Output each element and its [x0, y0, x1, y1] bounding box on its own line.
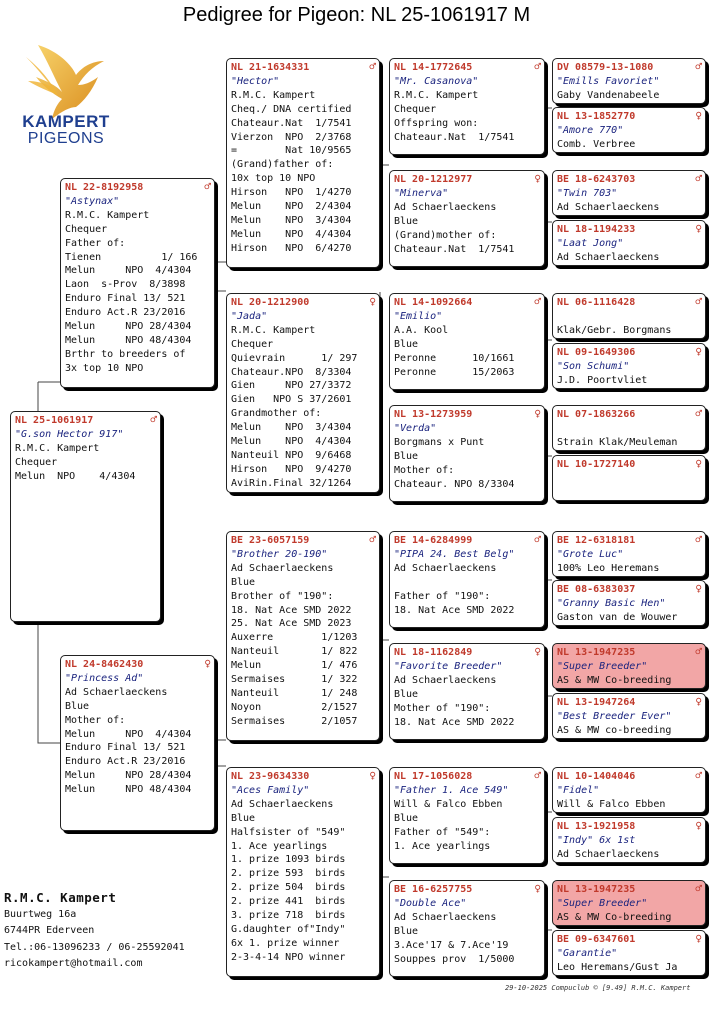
pedigree-card-dam	[60, 655, 215, 831]
pedigree-card-g7	[552, 405, 706, 451]
card-line: Ad Schaerlaeckens	[394, 201, 497, 213]
owner-contact	[4, 890, 185, 973]
pigeon-name: "Indy" 6x 1st	[557, 834, 636, 846]
card-line: Father of "190":	[394, 590, 491, 602]
owner-name: R.M.C. Kampert	[4, 890, 117, 905]
ring-number: NL 22-8192958	[65, 182, 144, 193]
pigeon-name: "Granny Basic Hen"	[557, 597, 666, 609]
card-line: Blue	[394, 450, 419, 462]
pedigree-card-g2	[552, 107, 706, 153]
card-header	[557, 222, 702, 237]
pigeon-name: "Father 1. Ace 549"	[394, 784, 509, 796]
ring-number: NL 10-1404046	[557, 771, 636, 782]
ring-number: NL 18-1194233	[557, 224, 636, 235]
pedigree-card-ggp1	[389, 58, 545, 155]
pedigree-card-g6	[552, 343, 706, 389]
ring-number: NL 20-1212977	[394, 174, 473, 185]
card-line: 18. Nat Ace SMD 2022	[394, 716, 515, 728]
card-line: 1. Ace yearlings	[231, 840, 328, 852]
card-header	[557, 345, 702, 360]
pedigree-card-ggp3	[389, 293, 545, 390]
card-line: Blue	[394, 812, 419, 824]
ring-number: BE 18-6243703	[557, 174, 636, 185]
card-line: Hirson NPO 9/4270	[231, 463, 352, 475]
card-line: Ad Schaerlaeckens	[557, 201, 660, 213]
card-line: Nanteuil 1/ 822	[231, 646, 358, 658]
card-line: Melun NPO 3/4304	[231, 422, 352, 434]
card-header	[65, 180, 211, 195]
card-line: Nanteuil NPO 9/6468	[231, 449, 352, 461]
ring-number: NL 10-1727140	[557, 459, 636, 470]
card-line: AS & MW co-breeding	[557, 724, 672, 736]
card-header	[394, 882, 541, 897]
card-header	[557, 769, 702, 784]
card-line: Melun NPO 4/4304	[65, 265, 192, 277]
card-line: Blue	[394, 688, 419, 700]
card-line: Gaby Vandenabeele	[557, 89, 660, 101]
pedigree-card-g12	[552, 693, 706, 739]
card-line: Melun NPO 48/4304	[65, 784, 192, 796]
female-icon: ♀	[534, 645, 541, 658]
card-line: Gien NPO S 37/2601	[231, 394, 352, 406]
card-line: Will & Falco Ebben	[557, 798, 666, 810]
pigeon-name: "Fidel"	[557, 784, 600, 796]
pedigree-card-subject	[10, 411, 161, 622]
card-line: Strain Klak/Meuleman	[557, 436, 678, 448]
card-line: 1. Ace yearlings	[394, 840, 491, 852]
pigeon-name: "Amore 770"	[557, 124, 624, 136]
ring-number: NL 17-1056028	[394, 771, 473, 782]
pedigree-card-ggp2	[389, 170, 545, 267]
card-line: Comb. Verbree	[557, 138, 636, 150]
card-line: 2-3-4-14 NPO winner	[231, 951, 346, 963]
card-line: Halfsister of "549"	[231, 826, 346, 838]
card-line: 100% Leo Heremans	[557, 562, 660, 574]
female-icon: ♀	[369, 769, 376, 782]
page-title: Pedigree for Pigeon: NL 25-1061917 M	[182, 4, 531, 26]
card-line: Offspring won:	[394, 117, 479, 129]
card-line: Blue	[65, 700, 90, 712]
card-line: Tienen 1/ 166	[65, 251, 198, 263]
pedigree-card-g11	[552, 643, 706, 689]
female-icon: ♀	[695, 932, 702, 945]
card-line: 18. Nat Ace SMD 2022	[394, 604, 515, 616]
card-line: Souppes prov 1/5000	[394, 953, 515, 965]
card-line: Chequer	[231, 338, 274, 350]
card-line: AS & MW Co-breeding	[557, 911, 672, 923]
pigeon-name: "Twin 703"	[557, 187, 618, 199]
card-line: 18. Nat Ace SMD 2022	[231, 604, 352, 616]
ring-number: BE 16-6257755	[394, 884, 473, 895]
card-line: R.M.C. Kampert	[15, 442, 100, 454]
ring-number: NL 06-1116428	[557, 297, 636, 308]
spacer	[557, 422, 702, 436]
card-line: Enduro Final 13/ 521	[65, 293, 186, 305]
card-line: 25. Nat Ace SMD 2023	[231, 618, 352, 630]
card-header	[557, 109, 702, 124]
owner-address-line: 6744PR Ederveen	[4, 925, 95, 936]
pigeon-name: "Aces Family"	[231, 784, 310, 796]
card-line: Peronne 15/2063	[394, 366, 515, 378]
owner-phone: Tel.:06-13096233 / 06-25592041	[4, 941, 185, 953]
ring-number: NL 18-1162849	[394, 647, 473, 658]
female-icon: ♀	[695, 109, 702, 122]
card-line: 3.Ace'17 & 7.Ace'19	[394, 939, 509, 951]
male-icon: ♂	[695, 882, 702, 895]
card-line: 1. prize 1093 birds	[231, 854, 346, 866]
card-line: Leo Heremans/Gust Ja	[557, 961, 678, 973]
card-line: Melun NPO 3/4304	[231, 214, 352, 226]
card-line: 10x top 10 NPO	[231, 173, 316, 185]
card-line: Quievrain 1/ 297	[231, 352, 358, 364]
pedigree-card-g10	[552, 580, 706, 626]
card-line: AviRin.Final 32/1264	[231, 477, 352, 489]
card-line: Grandmother of:	[231, 408, 322, 420]
pedigree-card-g5	[552, 293, 706, 339]
card-header	[15, 413, 157, 428]
pigeon-name: "G.son Hector 917"	[15, 428, 124, 440]
pigeon-name: "Emilio"	[394, 310, 443, 322]
pigeon-name: "Jada"	[231, 310, 268, 322]
pigeon-name: "Favorite Breeder"	[394, 660, 503, 672]
pigeon-name: "Mr. Casanova"	[394, 75, 479, 87]
card-header	[394, 645, 541, 660]
card-header	[557, 407, 702, 422]
ring-number: NL 07-1863266	[557, 409, 636, 420]
card-line: Gien NPO 27/3372	[231, 380, 352, 392]
card-line: Cheq./ DNA certified	[231, 103, 352, 115]
pigeon-name: "Brother 20-190"	[231, 548, 328, 560]
card-header	[557, 582, 702, 597]
card-header	[557, 645, 702, 660]
female-icon: ♀	[695, 345, 702, 358]
card-header	[394, 769, 541, 784]
card-line: Chateaur.Nat 1/7541	[394, 131, 515, 143]
ring-number: BE 08-6383037	[557, 584, 636, 595]
card-line: Peronne 10/1661	[394, 352, 515, 364]
card-header	[557, 457, 702, 472]
card-line: 3x top 10 NPO	[65, 362, 144, 374]
pedigree-card-ggp8	[389, 880, 545, 977]
card-line: Noyon 2/1527	[231, 701, 358, 713]
male-icon: ♂	[369, 533, 376, 546]
brand-name: KAMPERT	[22, 112, 110, 131]
card-header	[231, 295, 376, 310]
card-line: (Grand)father of:	[231, 159, 334, 171]
card-line: Melun NPO 28/4304	[65, 770, 192, 782]
card-line: Ad Schaerlaeckens	[65, 686, 168, 698]
pedigree-card-g9	[552, 531, 706, 577]
card-line: Father of:	[65, 237, 126, 249]
card-line: Ad Schaerlaeckens	[231, 798, 334, 810]
card-line: Ad Schaerlaeckens	[557, 251, 660, 263]
owner-address-line: Buurtweg 16a	[4, 908, 77, 920]
card-line: Melun NPO 28/4304	[65, 321, 192, 333]
male-icon: ♂	[150, 413, 157, 426]
ring-number: NL 24-8462430	[65, 659, 144, 670]
ring-number: NL 21-1634331	[231, 62, 310, 73]
pigeon-name: "Double Ace"	[394, 897, 467, 909]
pigeon-name: "Laat Jong"	[557, 237, 624, 249]
card-line: 2. prize 593 birds	[231, 868, 346, 880]
card-line: Laon s-Prov 8/3898	[65, 279, 186, 291]
female-icon: ♀	[534, 172, 541, 185]
card-line: Blue	[394, 215, 419, 227]
pedigree-card-ggp4	[389, 405, 545, 502]
pigeon-name: "Astynax"	[65, 195, 120, 207]
female-icon: ♀	[695, 819, 702, 832]
card-line: Sermaises 2/1057	[231, 715, 358, 727]
card-header	[394, 295, 541, 310]
female-icon: ♀	[695, 582, 702, 595]
card-header	[557, 533, 702, 548]
pedigree-card-gp3	[226, 531, 380, 741]
male-icon: ♂	[695, 645, 702, 658]
card-line: R.M.C. Kampert	[231, 324, 316, 336]
male-icon: ♂	[695, 60, 702, 73]
pigeon-name: "Garantie"	[557, 947, 618, 959]
ring-number: NL 13-1947235	[557, 647, 636, 658]
card-header	[394, 172, 541, 187]
ring-number: BE 23-6057159	[231, 535, 310, 546]
spacer	[557, 310, 702, 324]
male-icon: ♂	[695, 407, 702, 420]
card-line: R.M.C. Kampert	[65, 209, 150, 221]
female-icon: ♀	[369, 295, 376, 308]
card-header	[557, 295, 702, 310]
pigeon-name: "Super Breeder"	[557, 897, 648, 909]
pigeon-name: "Super Breeder"	[557, 660, 648, 672]
card-line: Chateaur.Nat 1/7541	[231, 117, 352, 129]
ring-number: NL 20-1212900	[231, 297, 310, 308]
female-icon: ♀	[695, 222, 702, 235]
pigeon-name: "Verda"	[394, 422, 437, 434]
card-line: A.A. Kool	[394, 324, 449, 336]
card-line: Melun 1/ 476	[231, 660, 358, 672]
card-line: Hirson NPO 1/4270	[231, 187, 352, 199]
card-line: Chequer	[65, 223, 108, 235]
card-line: Ad Schaerlaeckens	[557, 848, 660, 860]
male-icon: ♂	[534, 295, 541, 308]
card-line: Ad Schaerlaeckens	[394, 911, 497, 923]
owner-email: ricokampert@hotmail.com	[4, 958, 143, 969]
card-header	[394, 407, 541, 422]
pigeon-name: "Emills Favoriet"	[557, 75, 660, 87]
female-icon: ♀	[695, 695, 702, 708]
card-line: Mother of "190":	[394, 702, 491, 714]
card-line: Chateaur.NPO 8/3304	[231, 366, 352, 378]
pedigree-card-gp1	[226, 58, 380, 268]
pedigree-card-ggp5	[389, 531, 545, 628]
card-header	[557, 932, 702, 947]
card-header	[394, 60, 541, 75]
pedigree-card-gp4	[226, 767, 380, 977]
card-line: R.M.C. Kampert	[394, 89, 479, 101]
card-line: Father of "549":	[394, 826, 491, 838]
card-line: Enduro Act.R 23/2016	[65, 756, 186, 768]
card-line: 2. prize 504 birds	[231, 882, 346, 894]
card-line: Hirson NPO 6/4270	[231, 242, 352, 254]
pedigree-card-g15	[552, 880, 706, 926]
male-icon: ♂	[695, 295, 702, 308]
ring-number: BE 12-6318181	[557, 535, 636, 546]
card-line: Chequer	[394, 103, 437, 115]
card-header	[557, 60, 702, 75]
card-line: Melun NPO 4/4304	[65, 728, 192, 740]
card-line: Brother of "190":	[231, 590, 334, 602]
card-header	[557, 819, 702, 834]
pedigree-card-sire	[60, 178, 215, 388]
card-line: J.D. Poortvliet	[557, 374, 648, 386]
ring-number: NL 25-1061917	[15, 415, 94, 426]
card-line: Chateaur. NPO 8/3304	[394, 478, 515, 490]
male-icon: ♂	[695, 533, 702, 546]
pedigree-card-g4	[552, 220, 706, 266]
female-icon: ♀	[695, 457, 702, 470]
card-line: Ad Schaerlaeckens	[394, 562, 497, 574]
card-line: Melun NPO 48/4304	[65, 334, 192, 346]
card-line: G.daughter of"Indy"	[231, 923, 346, 935]
card-line: Mother of:	[394, 464, 455, 476]
card-line: Auxerre 1/1203	[231, 632, 358, 644]
brand-subname: PIGEONS	[27, 130, 105, 147]
card-header	[231, 60, 376, 75]
card-line: Klak/Gebr. Borgmans	[557, 324, 672, 336]
pigeon-name: "Grote Luc"	[557, 548, 624, 560]
pedigree-card-g8	[552, 455, 706, 501]
male-icon: ♂	[204, 180, 211, 193]
card-line: = Nat 10/9565	[231, 145, 352, 157]
card-line: Sermaises 1/ 322	[231, 674, 358, 686]
card-line: 6x 1. prize winner	[231, 937, 340, 949]
ring-number: NL 13-1273959	[394, 409, 473, 420]
card-line: 2. prize 441 birds	[231, 896, 346, 908]
card-header	[557, 172, 702, 187]
card-line: Enduro Act.R 23/2016	[65, 307, 186, 319]
card-header	[231, 769, 376, 784]
card-line: Ad Schaerlaeckens	[231, 562, 334, 574]
card-header	[557, 695, 702, 710]
card-header	[231, 533, 376, 548]
card-line: Mother of:	[65, 714, 126, 726]
pedigree-card-g1	[552, 58, 706, 104]
pedigree-card-ggp6	[389, 643, 545, 740]
pedigree-card-g14	[552, 817, 706, 863]
card-line: Borgmans x Punt	[394, 436, 485, 448]
ring-number: NL 14-1092664	[394, 297, 473, 308]
pigeon-name: "Best Breeder Ever"	[557, 710, 672, 722]
female-icon: ♀	[534, 882, 541, 895]
male-icon: ♂	[369, 60, 376, 73]
ring-number: NL 13-1947235	[557, 884, 636, 895]
ring-number: NL 09-1649306	[557, 347, 636, 358]
ring-number: NL 23-9634330	[231, 771, 310, 782]
card-header	[557, 882, 702, 897]
footer-credit: 29-10-2025 Compuclub © [9.49] R.M.C. Kampert	[505, 984, 691, 992]
pigeon-name: "Princess Ad"	[65, 672, 144, 684]
card-line: (Grand)mother of:	[394, 229, 497, 241]
card-line: Nanteuil 1/ 248	[231, 687, 358, 699]
pedigree-card-ggp7	[389, 767, 545, 864]
card-line: Blue	[231, 576, 256, 588]
card-line: R.M.C. Kampert	[231, 89, 316, 101]
card-line: Will & Falco Ebben	[394, 798, 503, 810]
card-line: Vierzon NPO 2/3768	[231, 131, 352, 143]
male-icon: ♂	[695, 172, 702, 185]
card-line	[394, 576, 541, 590]
card-line: Melun NPO 4/4304	[15, 470, 136, 482]
card-line: 3. prize 718 birds	[231, 910, 346, 922]
pigeon-name: "PIPA 24. Best Belg"	[394, 548, 515, 560]
card-line: Melun NPO 4/4304	[231, 228, 352, 240]
card-header	[394, 533, 541, 548]
male-icon: ♂	[534, 533, 541, 546]
card-line: Chequer	[15, 456, 58, 468]
card-line: Melun NPO 4/4304	[231, 436, 352, 448]
pedigree-card-g13	[552, 767, 706, 813]
male-icon: ♂	[534, 60, 541, 73]
card-line: Blue	[231, 812, 256, 824]
pedigree-card-g3	[552, 170, 706, 216]
female-icon: ♀	[204, 657, 211, 670]
pedigree-card-gp2	[226, 293, 380, 493]
card-header	[65, 657, 211, 672]
card-line: Melun NPO 2/4304	[231, 201, 352, 213]
card-line: Enduro Final 13/ 521	[65, 742, 186, 754]
card-line: Chateaur.Nat 1/7541	[394, 243, 515, 255]
ring-number: BE 09-6347601	[557, 934, 636, 945]
pigeon-name: "Hector"	[231, 75, 280, 87]
card-line: Brthr to breeders of	[65, 348, 186, 360]
pigeon-name: "Minerva"	[394, 187, 449, 199]
ring-number: NL 13-1852770	[557, 111, 636, 122]
card-line: Gaston van de Wouwer	[557, 611, 678, 623]
ring-number: NL 14-1772645	[394, 62, 473, 73]
ring-number: BE 14-6284999	[394, 535, 473, 546]
male-icon: ♂	[695, 769, 702, 782]
ring-number: NL 13-1921958	[557, 821, 636, 832]
ring-number: NL 13-1947264	[557, 697, 636, 708]
card-line: Blue	[394, 925, 419, 937]
pigeon-name: "Son Schumi"	[557, 360, 630, 372]
card-line: Blue	[394, 338, 419, 350]
male-icon: ♂	[534, 769, 541, 782]
card-line: AS & MW Co-breeding	[557, 674, 672, 686]
ring-number: DV 08579-13-1080	[557, 62, 654, 73]
card-line: Ad Schaerlaeckens	[394, 674, 497, 686]
female-icon: ♀	[534, 407, 541, 420]
pedigree-card-g16	[552, 930, 706, 976]
